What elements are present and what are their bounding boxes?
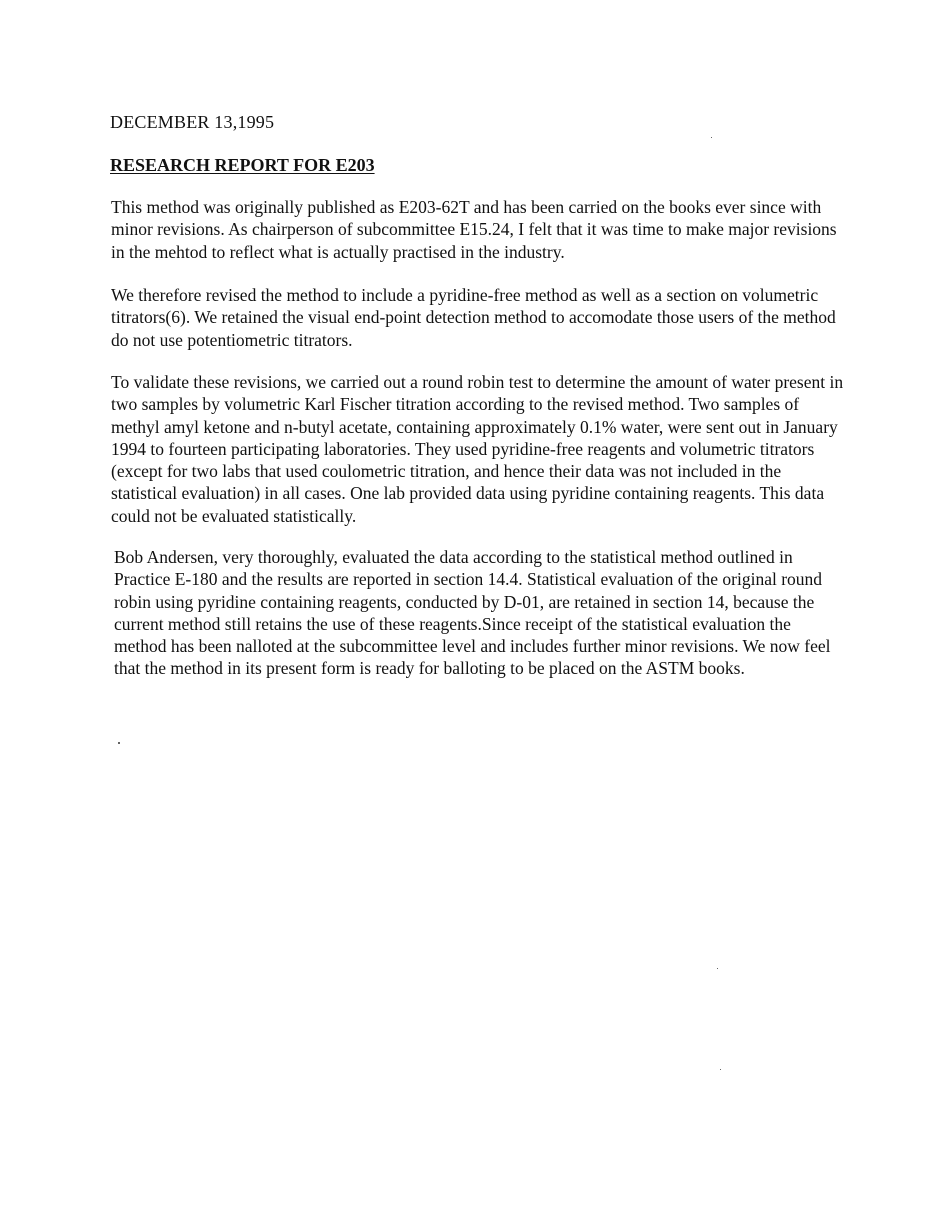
paragraph-4: Bob Andersen, very thoroughly, evaluated the data according to the statistical method outlined in Practice E-180 and the results are reported in section 14.4. Statistical evaluation of the original round robin using pyridine containing reagents, conducted by D-01, are retained in section 14, because the current method still retains the use of these reagents.Since receipt of the statistical evaluation the method has been nalloted at the subcommittee level and includes further minor revisions. We now feel that the method in its present form is ready for balloting to be placed on the ASTM books.	[114, 547, 831, 679]
paragraph-3: To validate these revisions, we carried out a round robin test to determine the amount of water present in two samples by volumetric Karl Fischer titration according to the revised method. Two samples of methyl amyl ketone and n-butyl acetate, containing approximately 0.1% water, were sent out in January 1994 to fourteen participating laboratories. They used pyridine-free reagents and volumetric titrators (except for two labs that used coulometric titration, and hence their data was not included in the statistical evaluation) in all cases. One lab provided data using pyridine containing reagents. This data could not be evaluated statistically.	[111, 372, 844, 526]
scan-speck	[711, 137, 712, 138]
paragraph-2: We therefore revised the method to include a pyridine-free method as well as a section on volumetric titrators(6). We retained the visual end-point detection method to accomodate those users of the method do not use potentiometric titrators.	[111, 285, 836, 350]
scan-speck	[720, 1069, 721, 1070]
scan-speck	[717, 968, 718, 969]
document-date: DECEMBER 13,1995	[110, 112, 275, 132]
scan-speck	[118, 742, 120, 744]
paragraph-1: This method was originally published as E203-62T and has been carried on the books ever since with minor revisions. As chairperson of subcommittee E15.24, I felt that it was time to make major revisions in the mehtod to reflect what is actually practised in the industry.	[111, 197, 837, 262]
report-title: RESEARCH REPORT FOR E203	[110, 155, 375, 175]
